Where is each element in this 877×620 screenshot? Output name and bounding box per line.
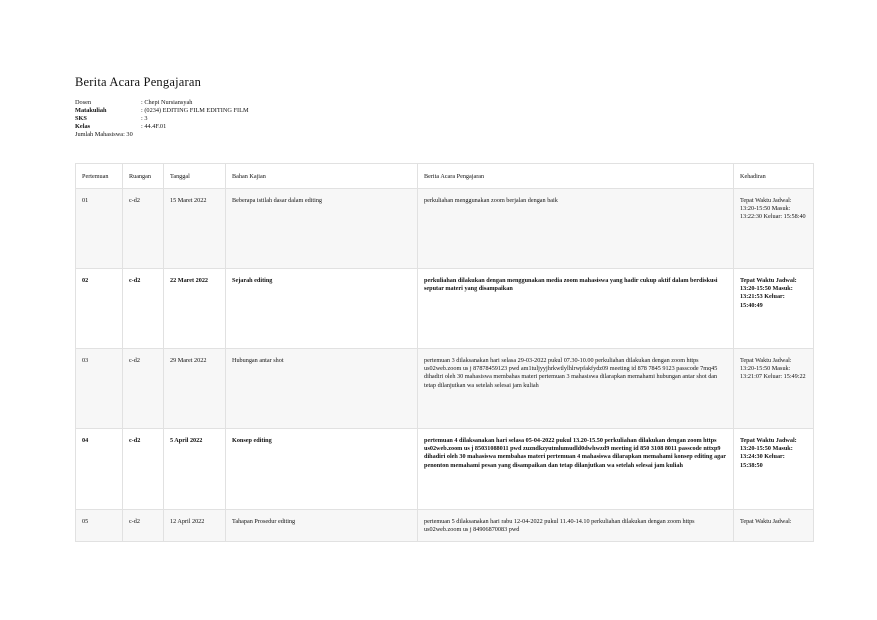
cell-kehadiran: Tepat Waktu Jadwal: 13:20-15:50 Masuk: 13:22:30 Keluar: 15:58:40 xyxy=(734,189,814,269)
meta-value: : (0234) EDITING FILM EDITING FILM xyxy=(141,107,249,115)
cell-tanggal: 29 Maret 2022 xyxy=(164,349,226,429)
meta-label: Jumlah Mahasiswa xyxy=(75,131,124,139)
table-row xyxy=(76,189,814,269)
cell-bahan-kajian: Konsep editing xyxy=(226,429,418,510)
meta-label: Dosen xyxy=(75,99,92,106)
cell-tanggal: 15 Maret 2022 xyxy=(164,189,226,269)
col-header-ruangan: Ruangan xyxy=(123,164,164,189)
cell-kehadiran: Tepat Waktu Jadwal: 13:20-15:50 Masuk: 13:21:07 Keluar: 15:49:22 xyxy=(734,349,814,429)
cell-pertemuan: 05 xyxy=(76,510,123,542)
meta-label: Kelas xyxy=(75,123,91,131)
meta-label: SKS xyxy=(75,115,87,123)
sessions-table xyxy=(75,163,814,542)
table-row xyxy=(76,510,814,542)
table-row xyxy=(76,269,814,349)
meta-value: : 44.4F.01 xyxy=(141,123,167,131)
meta-row-matakuliah xyxy=(75,107,249,115)
cell-bahan-kajian: Sejarah editing xyxy=(226,269,418,349)
cell-pertemuan: 04 xyxy=(76,429,123,510)
col-header-berita-acara: Berita Acara Pengajaran xyxy=(418,164,734,189)
meta-label: Matakuliah xyxy=(75,107,107,115)
cell-kehadiran: Tepat Waktu Jadwal: 13:20-15:50 Masuk: 13:24:30 Keluar: 15:38:50 xyxy=(734,429,814,510)
cell-kehadiran: Tepat Waktu Jadwal: xyxy=(734,510,814,542)
cell-bahan-kajian: Tahapan Prosedur editing xyxy=(226,510,418,542)
meta-value: : Chepi Nursiansyah xyxy=(141,99,193,106)
cell-berita-acara: perkuliahan dilakukan dengan menggunakan media zoom mahasiswa yang hadir cukup aktif dalam berdiskusi seputar materi yang disampaikan xyxy=(418,269,734,349)
cell-berita-acara: pertemuan 3 dilaksanakan hari selasa 29-03-2022 pukul 07.30-10.00 perkuliahan dilakukan dengan zoom https us02web.zoom us j 87878459123 pwd am1tuljyyjhrkwtlylhlrwpfakfydz09 meeting id 878 7845 9123 passcode 7mq45 dihadiri oleh 30 mahasiswa membahas materi pertemuan 3 mahasiswa dilarapkan memahami hubungan antar shot dan tetap dilanjutkan wa setelah selesai jam kuliah xyxy=(418,349,734,429)
meta-row-sks xyxy=(75,115,249,123)
col-header-pertemuan: Pertemuan xyxy=(76,164,123,189)
cell-tanggal: 22 Maret 2022 xyxy=(164,269,226,349)
meta-row-jumlah xyxy=(75,131,249,139)
cell-berita-acara: pertemuan 4 dilaksanakan hari selasa 05-04-2022 pukul 13.20-15.50 perkuliahan dilakukan dengan zoom https us02web.zoom us j 85031088011 pwd zuzndkzyutmlumudld0dwhwzd9 meeting id 850 3108 8011 passcode nttxp9 dihadiri oleh 30 mahasiswa membahas materi pertemuan 4 mahasiswa dilarapkan memahami konsep editing agar penonton memahami pesan yang disampaikan dan tetap dilanjutkan wa setelah selesai jam kuliah xyxy=(418,429,734,510)
table-row xyxy=(76,429,814,510)
course-info xyxy=(75,99,249,139)
cell-ruangan: c-d2 xyxy=(123,510,164,542)
cell-ruangan: c-d2 xyxy=(123,429,164,510)
meta-value: : 3 xyxy=(141,115,148,123)
cell-bahan-kajian: Hubungan antar shot xyxy=(226,349,418,429)
cell-ruangan: c-d2 xyxy=(123,189,164,269)
col-header-tanggal: Tanggal xyxy=(164,164,226,189)
meta-row-dosen xyxy=(75,99,249,107)
cell-bahan-kajian: Beberapa istilah dasar dalam editing xyxy=(226,189,418,269)
col-header-kehadiran: Kehadiran xyxy=(734,164,814,189)
page-title: Berita Acara Pengajaran xyxy=(75,75,202,89)
cell-kehadiran: Tepat Waktu Jadwal: 13:20-15:50 Masuk: 13:21:53 Keluar: 15:40:49 xyxy=(734,269,814,349)
table-header-row xyxy=(76,164,814,189)
col-header-bahan-kajian: Bahan Kajian xyxy=(226,164,418,189)
table-row xyxy=(76,349,814,429)
cell-tanggal: 12 April 2022 xyxy=(164,510,226,542)
cell-tanggal: 5 April 2022 xyxy=(164,429,226,510)
cell-ruangan: c-d2 xyxy=(123,349,164,429)
meta-row-kelas xyxy=(75,123,249,131)
cell-berita-acara: perkuliahan menggunakan zoom berjalan dengan baik xyxy=(418,189,734,269)
cell-pertemuan: 02 xyxy=(76,269,123,349)
cell-ruangan: c-d2 xyxy=(123,269,164,349)
cell-pertemuan: 03 xyxy=(76,349,123,429)
cell-berita-acara: pertemuan 5 dilaksanakan hari rabu 12-04-2022 pukul 11.40-14.10 perkuliahan dilakukan dengan zoom https us02web.zoom us j 84906870083 pwd xyxy=(418,510,734,542)
meta-value: : 30 xyxy=(123,131,133,139)
cell-pertemuan: 01 xyxy=(76,189,123,269)
